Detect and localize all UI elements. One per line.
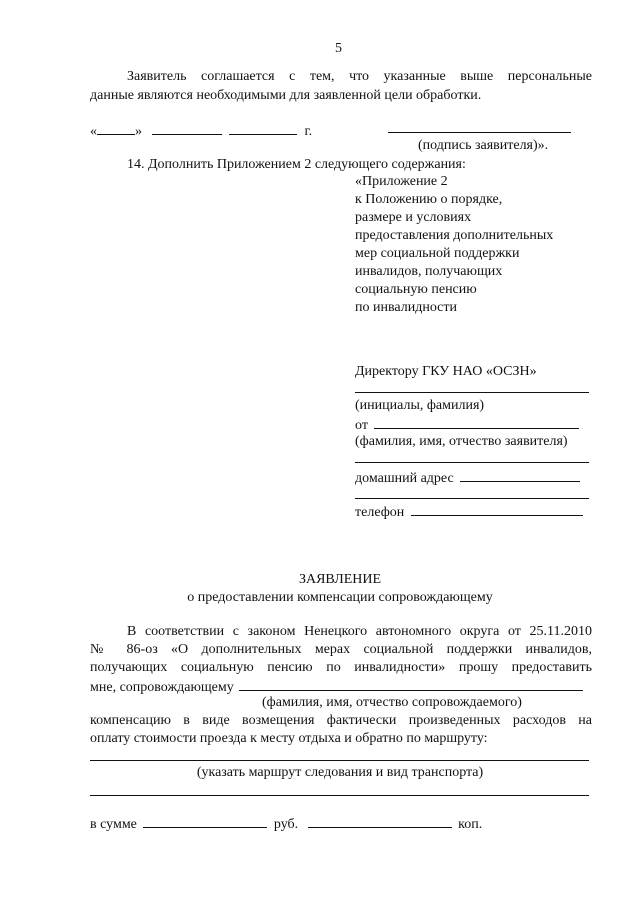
- applicant-caption: (фамилия, имя, отчество заявителя): [355, 434, 568, 449]
- date-year-blank: [229, 121, 297, 135]
- from-label: от: [355, 418, 368, 433]
- initials-caption: (инициалы, фамилия): [355, 398, 485, 413]
- route-line-2: [90, 795, 589, 796]
- appendix-header-line-7: социальную пенсию: [355, 282, 477, 297]
- appendix-header-line-4: предоставления дополнительных: [355, 228, 554, 243]
- address-row: [355, 468, 580, 488]
- appendix-header-line-5: мер социальной поддержки: [355, 246, 520, 261]
- companion-blank: [239, 677, 583, 691]
- consent-line-2: данные являются необходимыми для заявленной цели обработки.: [90, 88, 482, 103]
- signature-line: [388, 132, 571, 133]
- companion-caption: (фамилия, имя, отчество сопровождаемого): [262, 695, 522, 710]
- rub-label: руб.: [273, 817, 299, 832]
- route-caption: (указать маршрут следования и вид транспорта): [196, 765, 484, 780]
- p1-line-3: получающих социальную пенсию по инвалидности» прошу предоставить: [90, 660, 592, 675]
- statement-title: ЗАЯВЛЕНИЕ: [298, 572, 382, 587]
- statement-subtitle: о предоставлении компенсации сопровождающему: [187, 590, 493, 605]
- from-blank: [374, 415, 579, 429]
- p1-line-1: В соответствии с законом Ненецкого автономного округа от 25.11.2010: [127, 624, 592, 639]
- p1-line-4: мне, сопровождающему: [90, 680, 234, 695]
- address-line-2: [355, 498, 589, 499]
- appendix-header-line-8: по инвалидности: [355, 300, 458, 315]
- p1-line-2: № 86-оз «О дополнительных мерах социальной поддержки инвалидов,: [90, 642, 592, 657]
- sum-label: в сумме: [90, 817, 137, 832]
- page-number: 5: [335, 41, 342, 56]
- appendix-header-line-3: размере и условиях: [355, 210, 472, 225]
- date-close-quote: »: [135, 124, 142, 139]
- from-row: [355, 415, 579, 435]
- date-day-blank: [97, 121, 135, 135]
- appendix-header-line-2: к Положению о порядке,: [355, 192, 503, 207]
- address-label: домашний адрес: [355, 471, 454, 486]
- kop-label: коп.: [458, 817, 483, 832]
- p2-line-1: компенсацию в виде возмещения фактически произведенных расходов на: [90, 713, 592, 728]
- appendix-header-line-6: инвалидов, получающих: [355, 264, 503, 279]
- applicant-line: [355, 462, 589, 463]
- address-blank: [460, 468, 580, 482]
- item-14: 14. Дополнить Приложением 2 следующего содержания:: [127, 157, 466, 172]
- phone-label: телефон: [355, 505, 405, 520]
- consent-line-1: Заявитель соглашается с тем, что указанные выше персональные: [127, 69, 592, 84]
- phone-blank: [411, 502, 583, 516]
- route-line-1: [90, 760, 589, 761]
- date-line: [90, 121, 312, 141]
- date-month-blank: [152, 121, 222, 135]
- date-year-suffix: г.: [304, 124, 313, 139]
- p2-line-2: оплату стоимости проезда к месту отдыха и обратно по маршруту:: [90, 731, 488, 746]
- sum-row: [90, 814, 482, 834]
- phone-row: [355, 502, 583, 522]
- appendix-header-line-1: «Приложение 2: [355, 174, 448, 189]
- kop-blank: [308, 814, 452, 828]
- date-open-quote: «: [90, 124, 97, 139]
- rub-blank: [143, 814, 267, 828]
- addressee-to: Директору ГКУ НАО «ОСЗН»: [355, 364, 537, 379]
- signature-caption: (подпись заявителя)».: [418, 138, 549, 153]
- addressee-initials-line: [355, 392, 589, 393]
